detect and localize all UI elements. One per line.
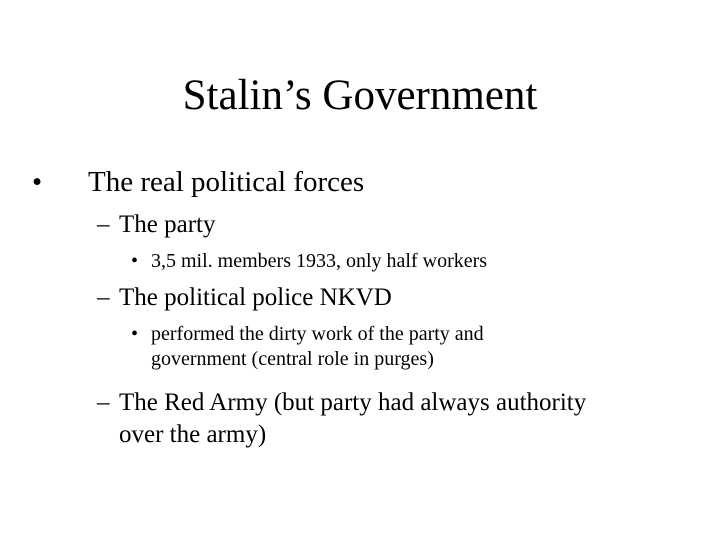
bullet-icon: • (131, 323, 139, 345)
bullet-text: The real political forces (88, 166, 365, 198)
detail-text: government (central role in purges) (151, 348, 434, 370)
detail-party-members (131, 249, 691, 274)
dash-icon: – (97, 211, 110, 238)
detail-dirty-work (131, 322, 691, 347)
subitem-red-army (97, 388, 717, 418)
bullet-icon: • (131, 250, 139, 272)
slide-title: Stalin’s Government (182, 72, 538, 119)
subitem-text: The Red Army (but party had always authority (119, 389, 587, 416)
subitem-text: The party (119, 211, 216, 238)
dash-icon: – (97, 389, 110, 416)
subitem-political-police (97, 283, 697, 313)
subitem-text: over the army) (119, 421, 267, 448)
dash-icon: – (97, 284, 110, 311)
detail-text: performed the dirty work of the party and (151, 323, 484, 345)
bullet-icon: • (32, 166, 43, 198)
bullet-item-real-political-forces (32, 165, 692, 199)
detail-dirty-work-continued (131, 347, 691, 372)
subitem-the-party (97, 210, 697, 240)
subitem-text: The political police NKVD (119, 284, 392, 311)
detail-text: 3,5 mil. members 1933, only half workers (151, 250, 488, 272)
subitem-red-army-continued (97, 420, 697, 450)
